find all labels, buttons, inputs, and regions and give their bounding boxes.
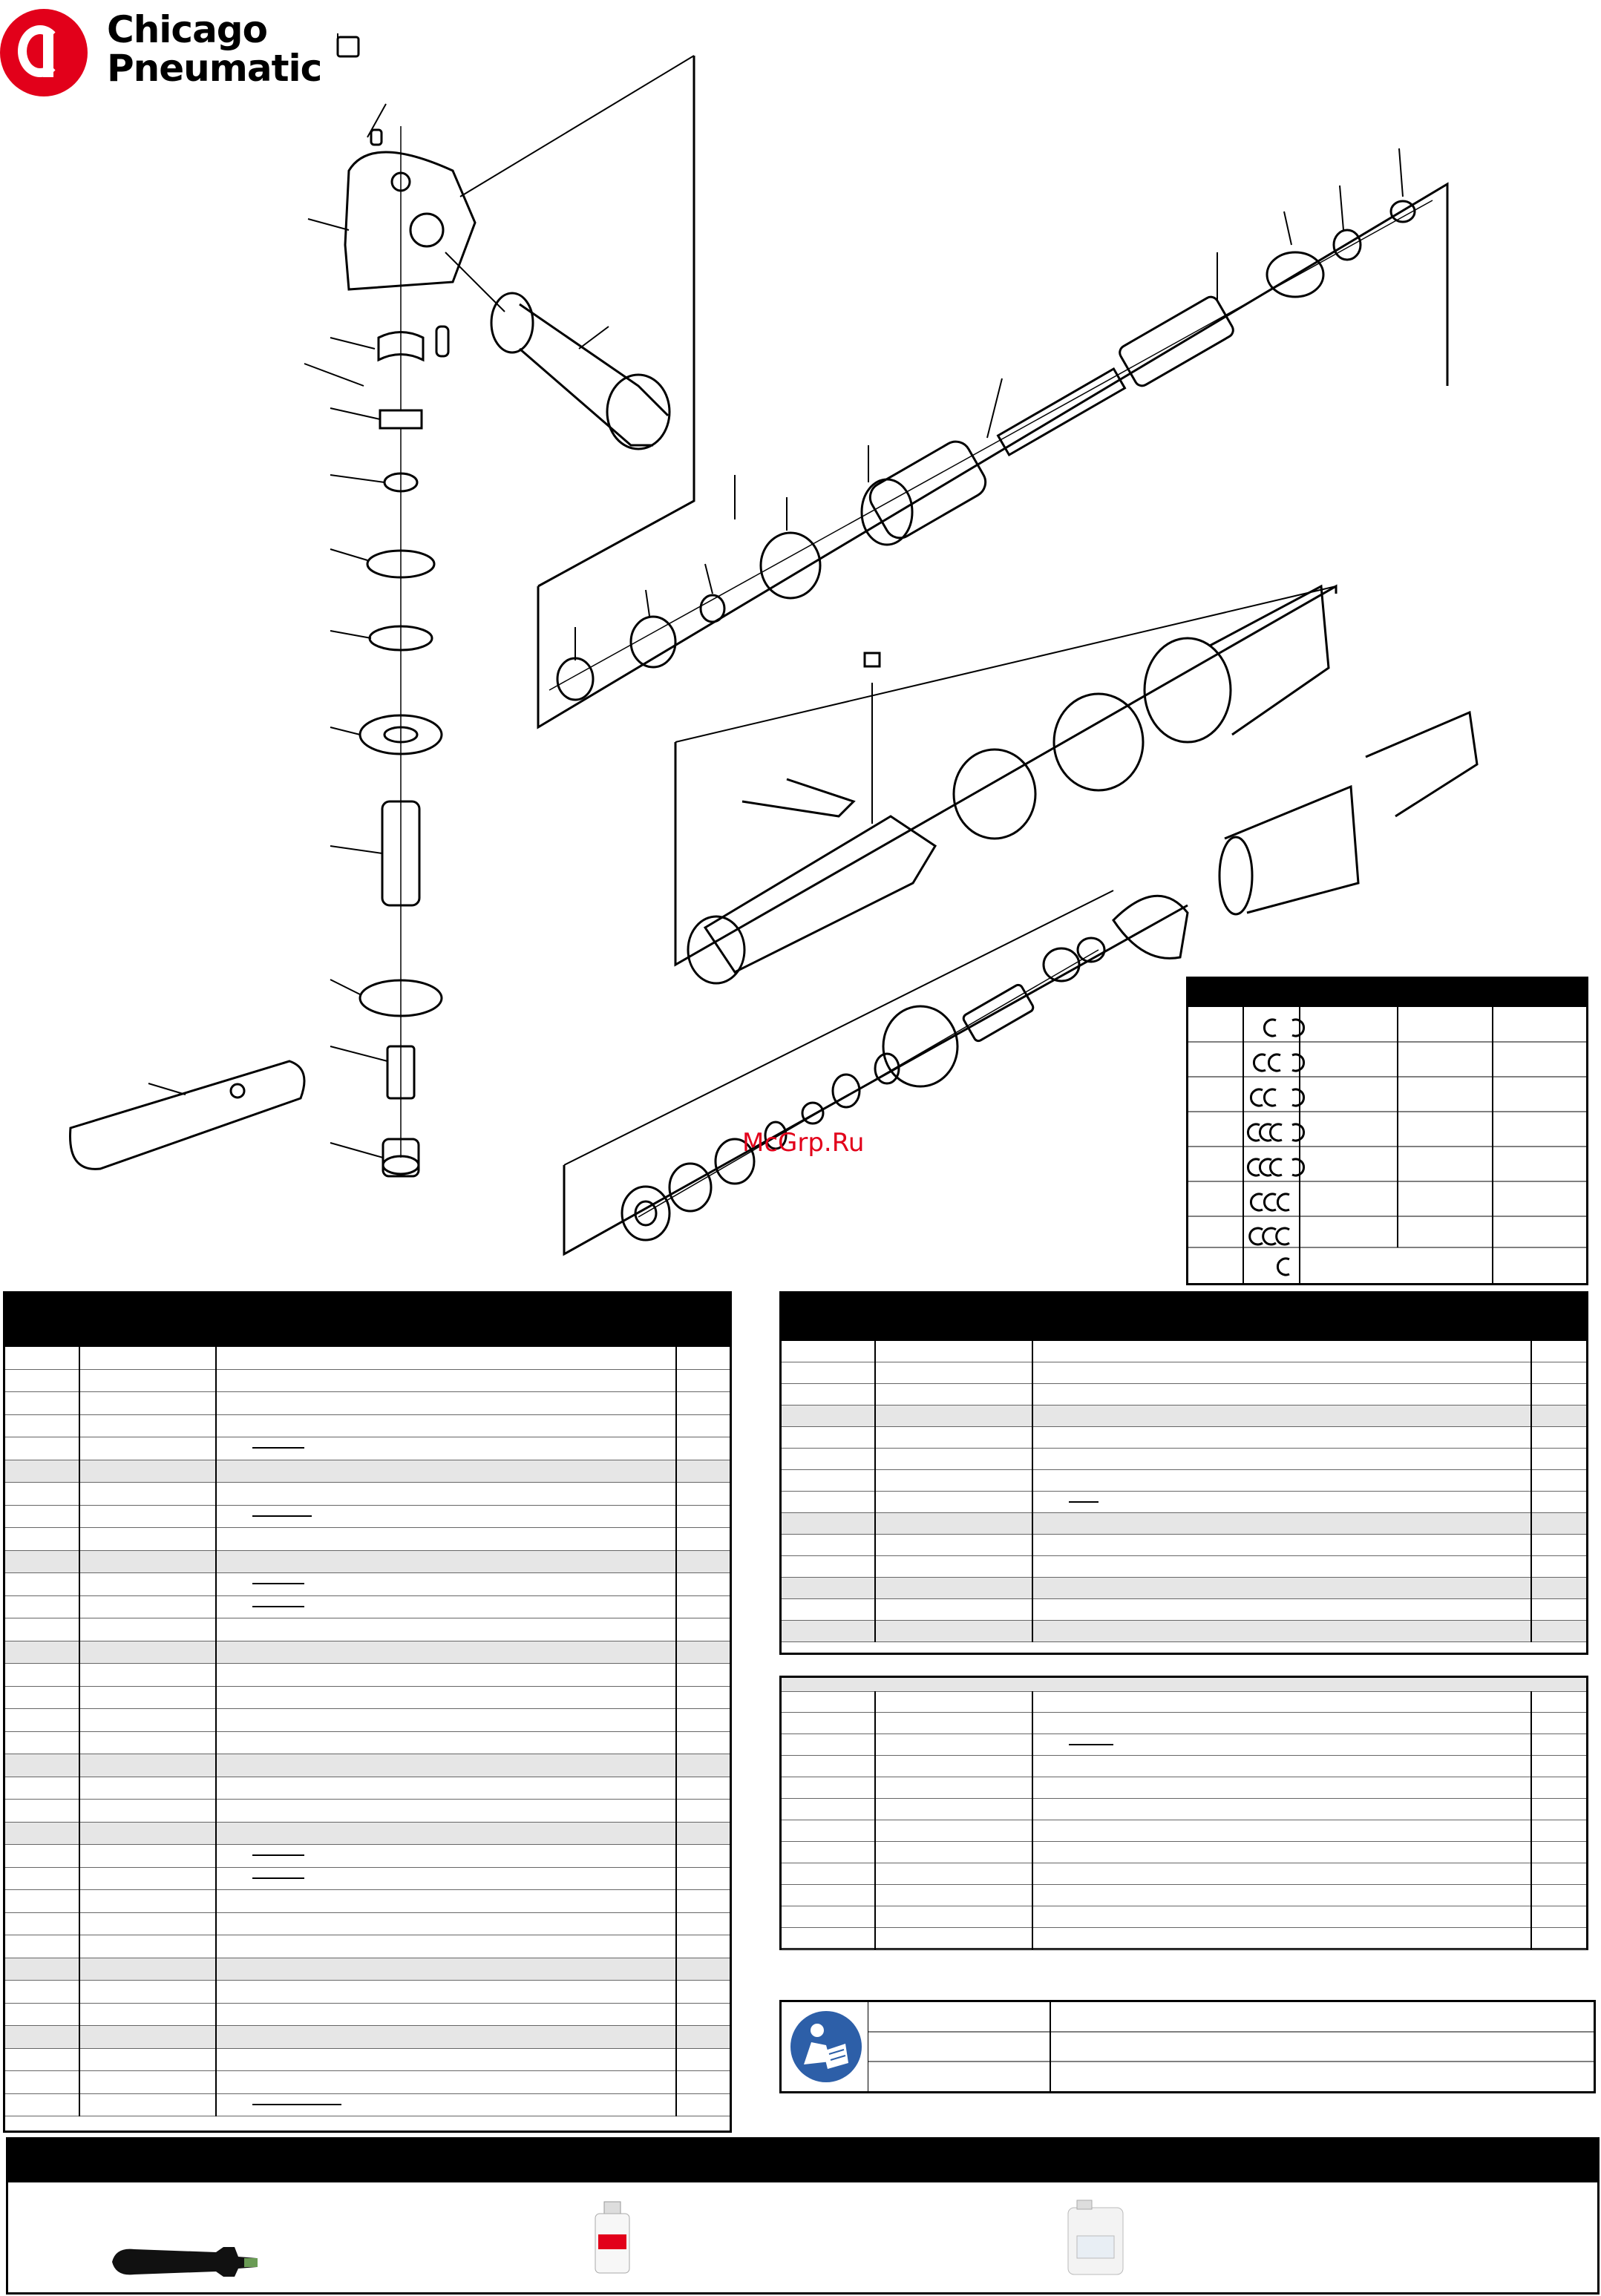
table-row (5, 1981, 730, 2004)
table-row (782, 1535, 1586, 1556)
table-row (782, 1906, 1586, 1928)
table-row (5, 1822, 730, 1845)
table-row (5, 1754, 730, 1777)
table-row (782, 1820, 1586, 1842)
table-row (5, 1777, 730, 1800)
oil-canister-icon (1062, 2199, 1129, 2280)
parts-table-right-bottom-grid (782, 1691, 1586, 1949)
rotation-table (1186, 977, 1588, 1285)
spanner-wrench (71, 1061, 305, 1169)
brand-line2: Pneumatic (107, 47, 322, 90)
table-row (5, 1414, 730, 1437)
parts-table-right-top (779, 1291, 1588, 1655)
frame-housing (675, 586, 1336, 965)
watermark-text: McGrp.Ru (742, 1128, 865, 1158)
table-row (5, 2026, 730, 2049)
table-row (5, 1912, 730, 1935)
table-row (782, 1799, 1586, 1820)
table-row (782, 1578, 1586, 1599)
angle-head (338, 37, 475, 289)
table-row (5, 1686, 730, 1709)
table-row (782, 1341, 1586, 1362)
leader-lines (148, 33, 609, 1158)
table-row (5, 1392, 730, 1415)
table-row (5, 1664, 730, 1687)
side-handle-accessory-icon (105, 2221, 268, 2288)
table-row (5, 1595, 730, 1618)
table-row (5, 1890, 730, 1913)
table-row (5, 1935, 730, 1958)
table-row (5, 1800, 730, 1823)
table-row (5, 1845, 730, 1868)
side-handle-part (491, 293, 669, 449)
table-row (782, 1492, 1586, 1513)
table-row (782, 1691, 1586, 1713)
table-row (5, 2003, 730, 2026)
rotation-arrow-icon (1248, 1020, 1303, 1275)
parts-table-right-top-grid (782, 1341, 1586, 1642)
table-row (782, 1406, 1586, 1427)
table-row (5, 1483, 730, 1506)
table-row (5, 1573, 730, 1596)
table-row (782, 1885, 1586, 1906)
table-row (782, 1384, 1586, 1406)
table-row (782, 1556, 1586, 1578)
table-row (782, 1449, 1586, 1470)
table-row (5, 1460, 730, 1483)
parts-table-right-bottom (779, 1676, 1588, 1950)
table-row (782, 1777, 1586, 1799)
table-row (782, 1427, 1586, 1449)
read-manual-icon (785, 2005, 868, 2088)
table-row (5, 1369, 730, 1392)
table-row (5, 1867, 730, 1890)
rotation-grid (1188, 1007, 1586, 1283)
table-row (5, 1437, 730, 1460)
table-row (5, 1618, 730, 1641)
table-row (5, 1641, 730, 1664)
table-row (782, 1842, 1586, 1863)
accessories-bar (6, 2137, 1600, 2295)
table-row (782, 1928, 1586, 1949)
oil-bottle-icon (591, 2199, 635, 2280)
table-row (5, 1550, 730, 1573)
table-row (5, 1958, 730, 1981)
parts-table-left (3, 1291, 732, 2133)
table-row (5, 2071, 730, 2094)
table-row (782, 1863, 1586, 1885)
motor-assembly (549, 148, 1433, 700)
table-row (5, 1347, 730, 1369)
table-row (782, 1362, 1586, 1384)
table-row (782, 1734, 1586, 1756)
table-row (782, 1713, 1586, 1734)
brand-line1: Chicago (107, 8, 267, 51)
table-row (782, 1513, 1586, 1535)
table-row (5, 2048, 730, 2071)
table-row (782, 1756, 1586, 1777)
inlet-assembly (622, 938, 1104, 1240)
table-row (782, 1599, 1586, 1621)
table-row (5, 2093, 730, 2116)
table-row (782, 1470, 1586, 1492)
table-row (5, 1505, 730, 1528)
table-row (5, 1528, 730, 1551)
table-row (5, 1709, 730, 1732)
parts-table-left-grid (5, 1347, 730, 2116)
read-manual-box (779, 2000, 1596, 2093)
table-row (5, 1731, 730, 1754)
table-row (782, 1621, 1586, 1642)
